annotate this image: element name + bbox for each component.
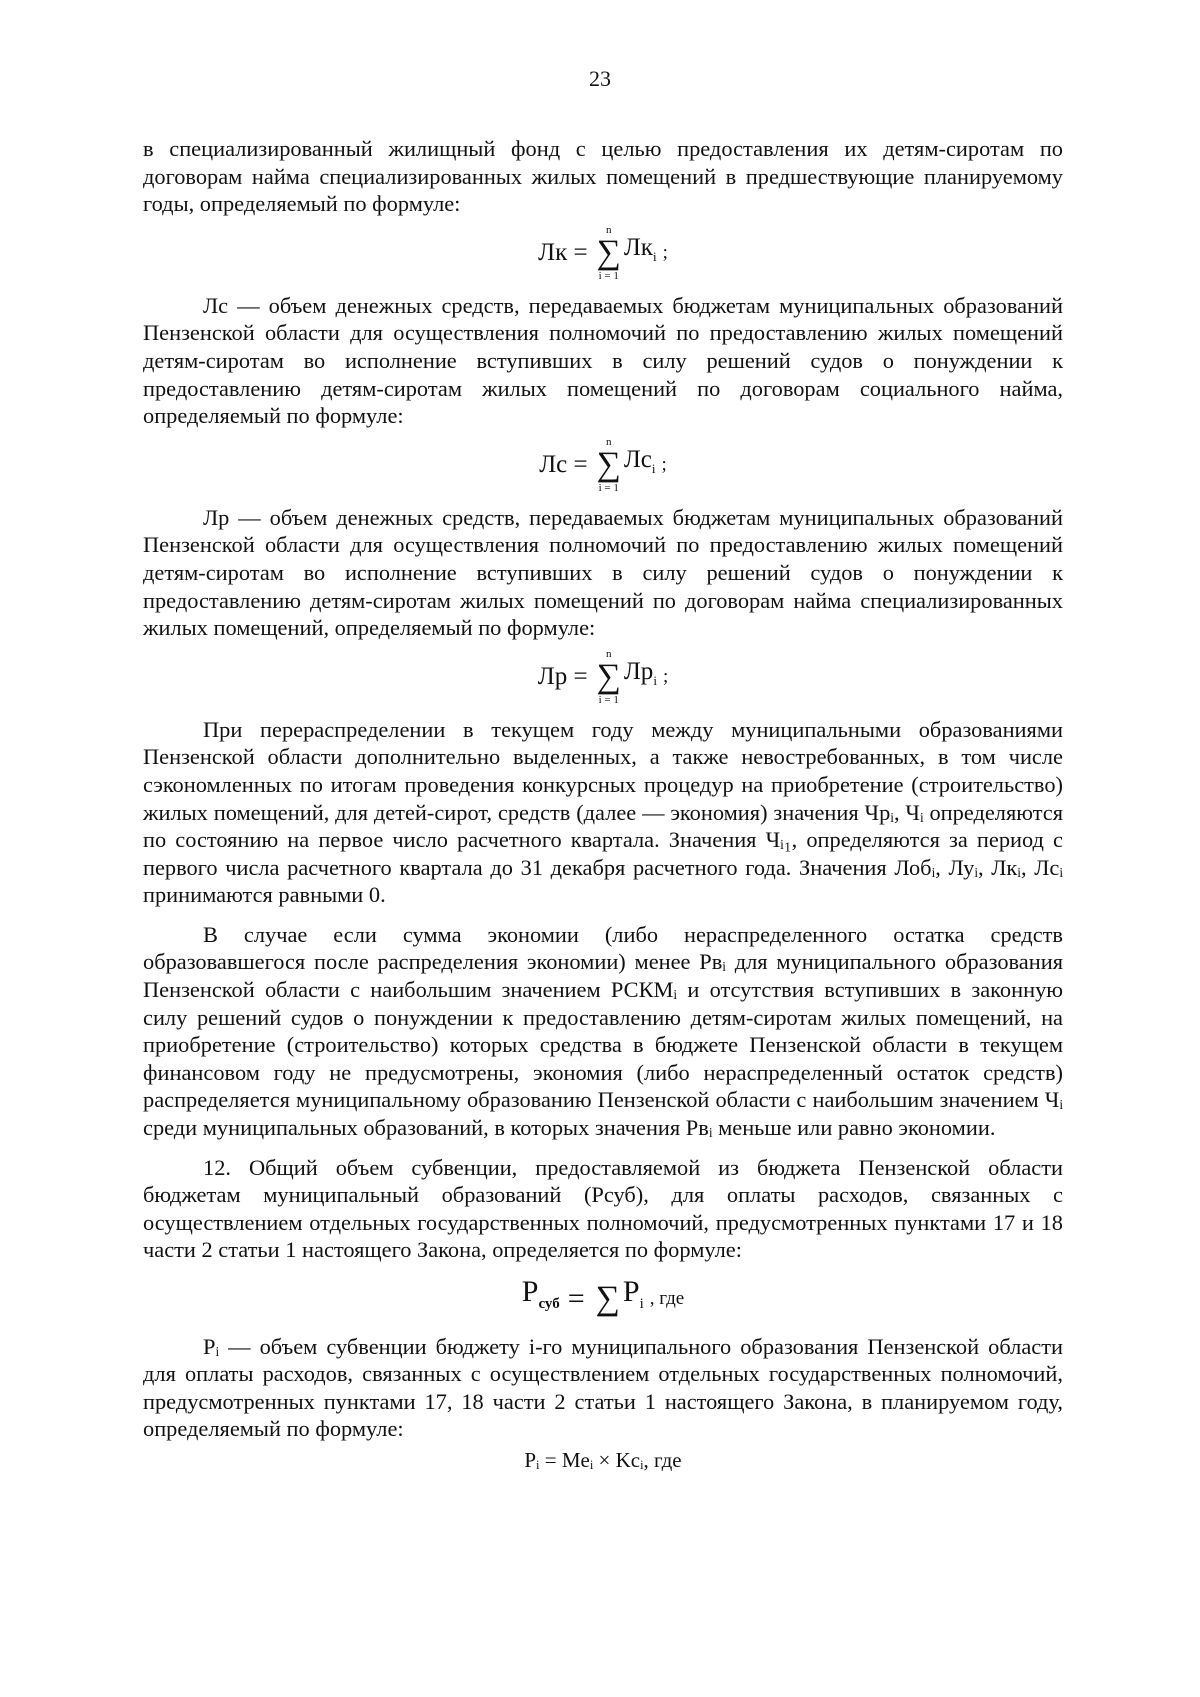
formula-term: $Лс_i$ <box>623 446 656 477</box>
formula-lhs: $P_{суб}$ <box>521 1275 560 1312</box>
paragraph-1: в специализированный жилищный фонд с целью предоставления их детям-сиротам по договорам найма специализированных жилых помещений в предшествующие планируемому годы, определяемый по формуле: <box>143 136 1063 217</box>
formula-term: $Лр_i$ <box>623 658 657 689</box>
sum-upper-limit: n <box>605 435 612 448</box>
sigma-symbol: ∑ <box>596 445 621 483</box>
paragraph-6: 12. Общий объем субвенции, предоставляемой из бюджета Пензенской области бюджетам муниципальный образований (Рсуб), для оплаты расходов, связанных с осуществлением отдельных государственных полномочий, предусмотренных пунктами 17 и 18 части 2 статьи 1 настоящего Закона, определяется по формуле: <box>143 1154 1063 1263</box>
formula-lhs: Лс = <box>539 450 588 478</box>
formula-lk <box>143 224 1063 282</box>
paragraph-4: При перераспределении в текущем году между муниципальными образованиями Пензенской области дополнительно выделенных, а также невостребованных, в том числе сэкономленных по итогам проведения конкурсных процедур на приобретение (строительство) жилых помещений, для детей-сирот, средств (далее — экономия) значения Чрᵢ, Чᵢ определяются по состоянию на первое число расчетного квартала. Значения Чᵢ₁, определяются за период с первого числа расчетного квартала до 31 декабря расчетного года. Значения Лобᵢ, Луᵢ, Лкᵢ, Лсᵢ принимаются равными 0. <box>143 716 1063 908</box>
formula-tail: ; <box>662 241 668 263</box>
sum-lower-limit: i = 1 <box>598 693 619 706</box>
formula-lhs: Лк = <box>538 238 588 266</box>
summation-sign <box>597 224 621 282</box>
formula-term: $P_i$ <box>622 1275 644 1312</box>
formula-tail: ; <box>662 665 669 687</box>
page-number: 23 <box>589 66 611 91</box>
sum-upper-limit: n <box>605 647 612 660</box>
formula-term: $Лк_i$ <box>623 234 657 265</box>
paragraph-2: Лс — объем денежных средств, передаваемых бюджетам муниципальных образований Пензенской области для осуществления полномочий по предоставлению жилых помещений детям-сиротам во исполнение вступивших в силу решений судов о понуждении к предоставлению детям-сиротам жилых помещений по договорам социального найма, определяемый по формуле: <box>143 292 1063 429</box>
formula-lhs: Лр = <box>537 662 588 690</box>
paragraph-7: Pᵢ — объем субвенции бюджету i-го муниципального образования Пензенской области для оплаты расходов, связанных с осуществлением отдельных государственных полномочий, предусмотренных пунктами 17, 18 части 2 статьи 1 настоящего Закона, в планируемом году, определяемый по формуле: <box>143 1333 1063 1442</box>
sum-lower-limit: i = 1 <box>598 481 619 494</box>
formula-lr <box>143 648 1063 706</box>
paragraph-5: В случае если сумма экономии (либо нераспределенного остатка средств образовавшегося после распределения экономии) менее Рвᵢ для муниципального образования Пензенской области с наибольшим значением РСКМᵢ и отсутствия вступивших в законную силу решений судов о понуждении к предоставлению детям-сиротам жилых помещений, на приобретение (строительство) которых средства в бюджете Пензенской области в текущем финансовом году не предусмотрены, экономия (либо нераспределенный остаток средств) распределяется муниципальному образованию Пензенской области с наибольшим значением Чᵢ среди муниципальных образований, в которых значения Рвᵢ меньше или равно экономии. <box>143 921 1063 1141</box>
sum-upper-limit: n <box>605 223 612 236</box>
paragraph-3: Лр — объем денежных средств, передаваемых бюджетам муниципальных образований Пензенской области для осуществления полномочий по предоставлению жилых помещений детям-сиротам во исполнение вступивших в силу решений судов о понуждении к предоставлению детям-сиротам жилых помещений по договорам найма специализированных жилых помещений, определяемый по формуле: <box>143 504 1063 641</box>
sum-lower-limit: i = 1 <box>598 269 619 282</box>
sigma-symbol: ∑ <box>595 1279 620 1317</box>
formula-tail: ; <box>661 453 667 475</box>
sigma-symbol: ∑ <box>596 657 621 695</box>
formula-ri: Pᵢ = Meᵢ × Kcᵢ, где <box>524 1447 682 1472</box>
formula-equals: = <box>567 1281 585 1315</box>
sigma-symbol: ∑ <box>596 233 621 271</box>
formula-ls <box>143 436 1063 494</box>
summation-sign <box>597 436 621 494</box>
document-body <box>143 135 1063 1475</box>
formula-tail: , где <box>649 1287 685 1309</box>
summation-sign <box>597 648 621 706</box>
formula-rsub <box>143 1275 1063 1319</box>
